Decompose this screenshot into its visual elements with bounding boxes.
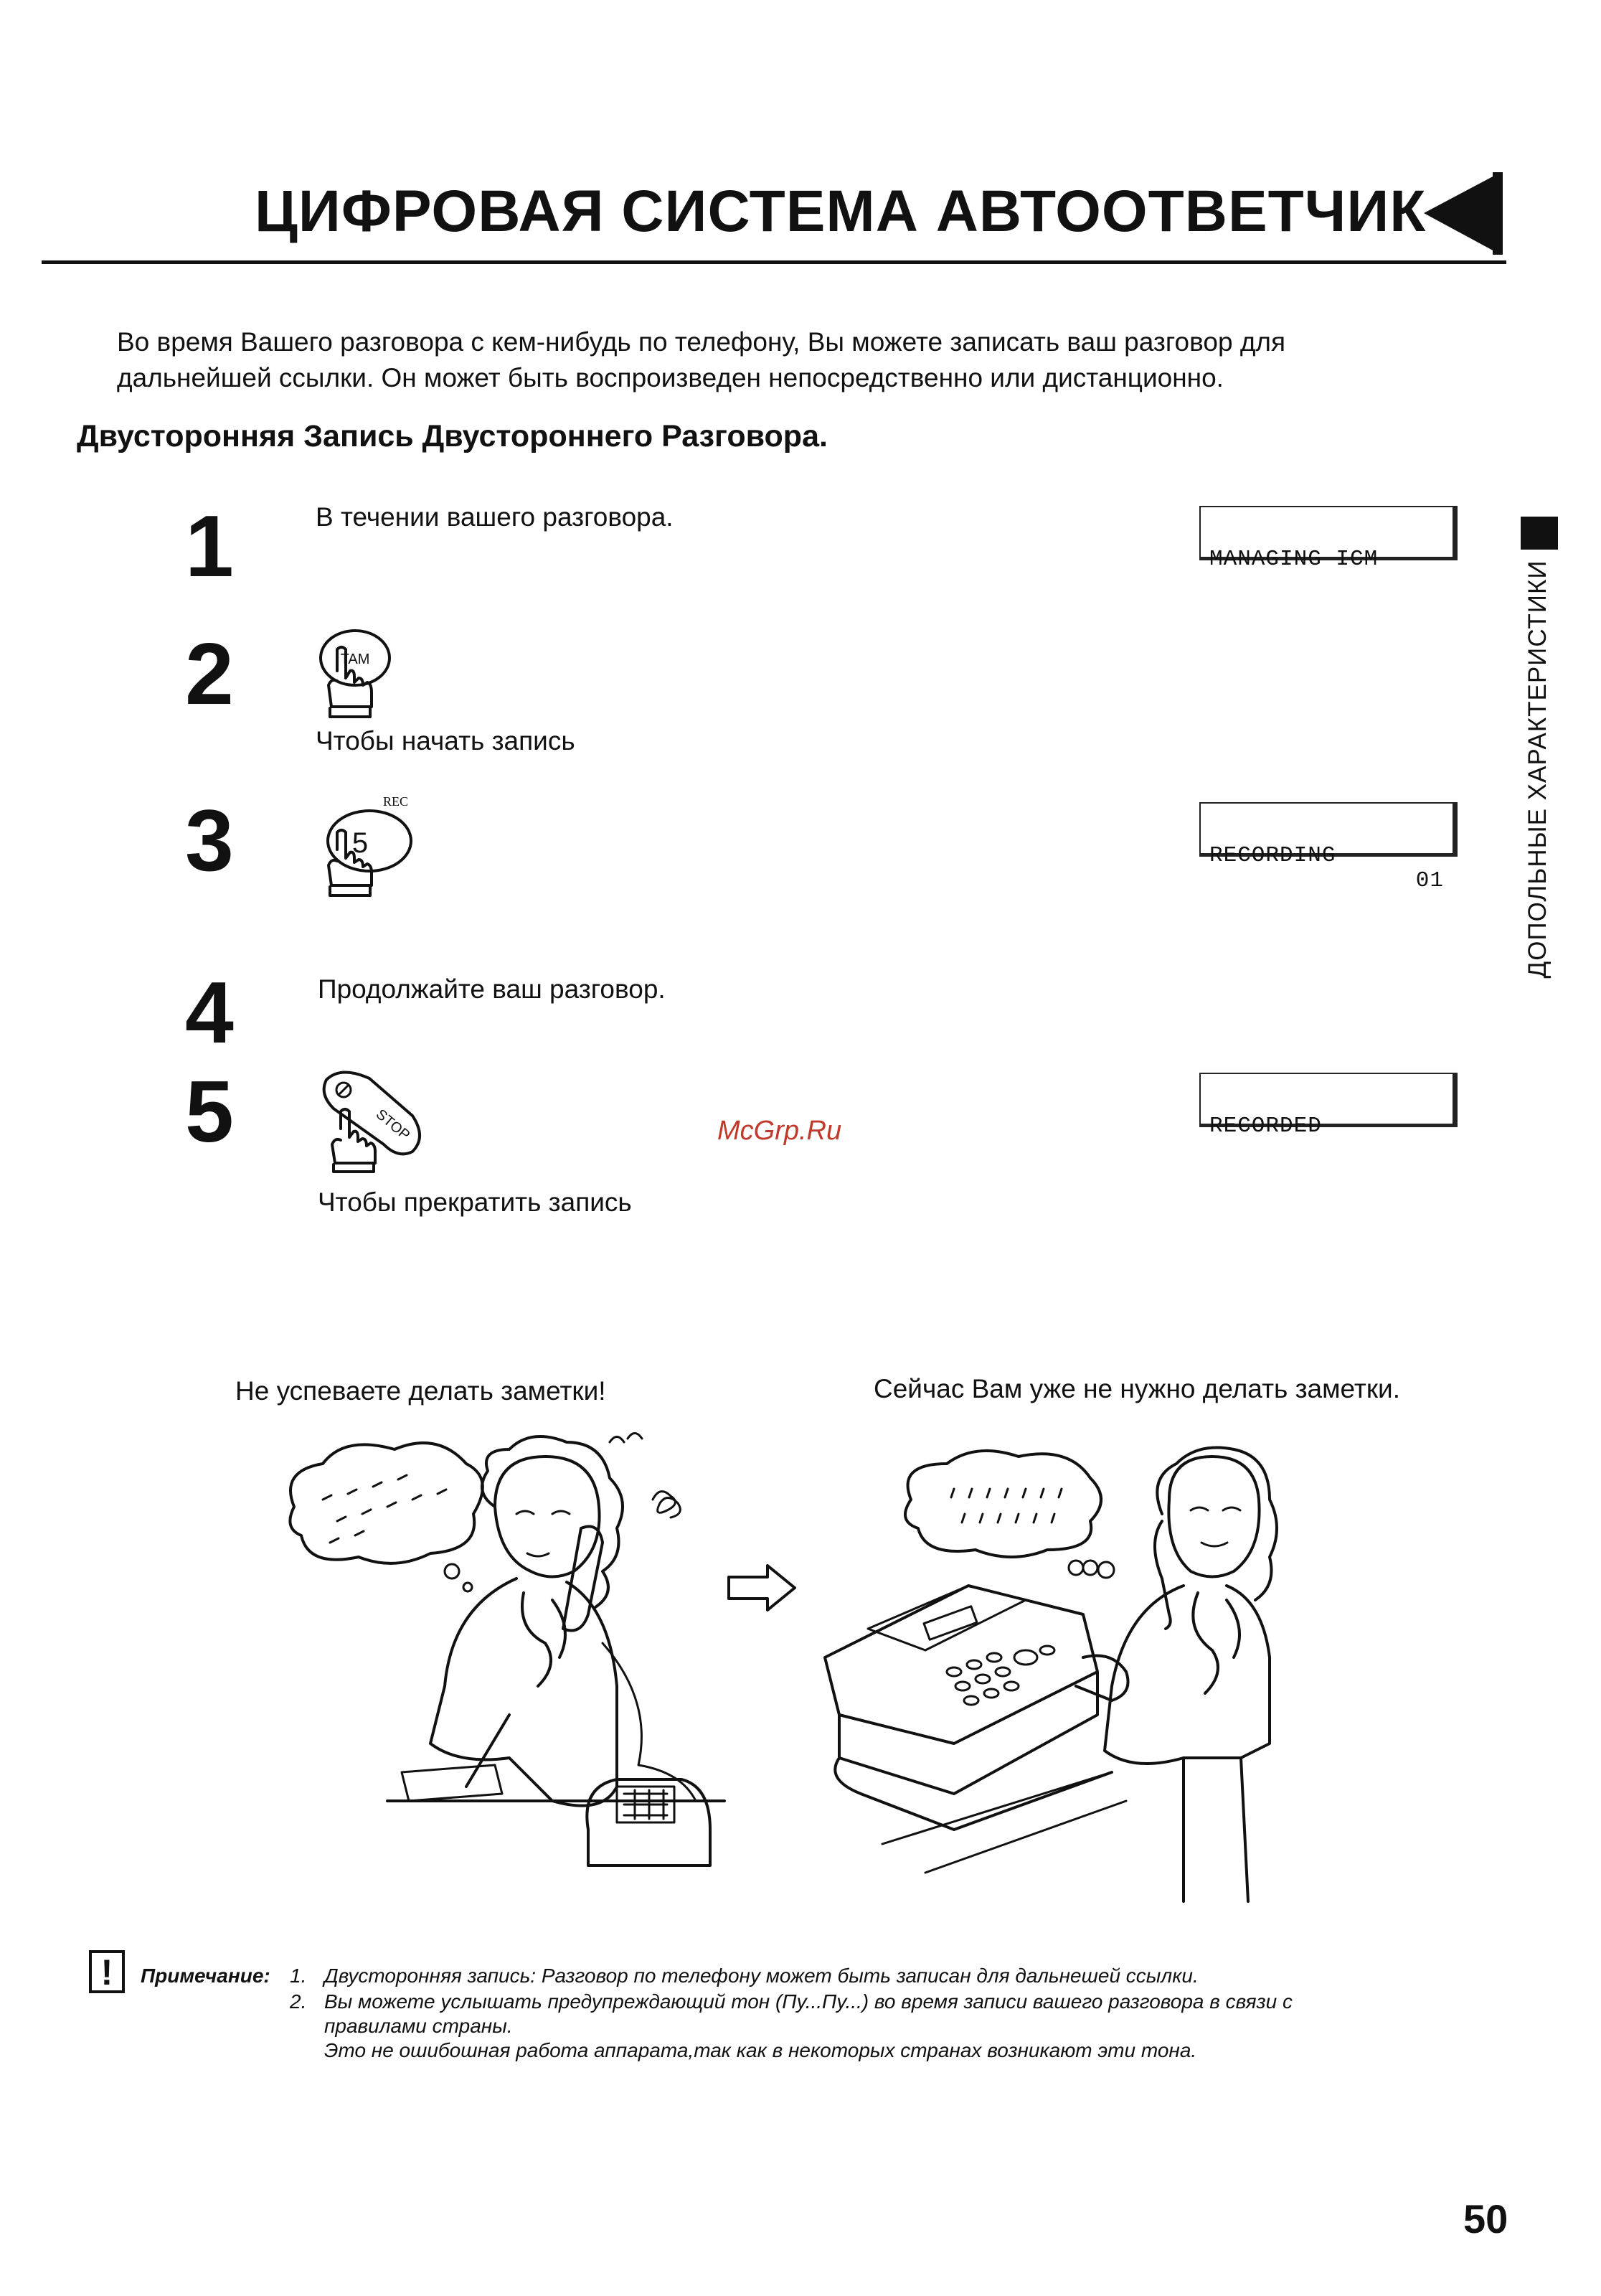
stop-key-press-icon (312, 1065, 434, 1173)
left-caption: Не успеваете делать заметки! (235, 1376, 606, 1406)
lcd-label: RECORDING (1209, 843, 1336, 868)
triangle-left-icon (1424, 172, 1510, 255)
step-number: 5 (185, 1063, 234, 1160)
step-text: В течении вашего разговора. (316, 502, 674, 532)
note-label: Примечание: (141, 1965, 270, 1987)
note-continuation: Это не ошибошная работа аппарата,так как в некоторых странах возникают эти тона. (324, 2039, 1197, 2061)
page-number: 50 (1463, 2196, 1508, 2241)
right-caption: Сейчас Вам уже не нужно делать заметки. (874, 1374, 1400, 1403)
step-text: Чтобы начать запись (316, 726, 575, 756)
intro-paragraph: Во время Вашего разговора с кем-нибудь по телефону, Вы можете записать ваш разговор для дальнейшей ссылки. Он может быть воспроизведен непосредственно или дистанционно. (117, 327, 1286, 392)
step-number: 3 (185, 791, 234, 889)
note-item-number: 2. (290, 1990, 307, 2013)
step-number: 1 (185, 497, 234, 595)
note-item-text: Вы можете услышать предупреждающий тон (Пу...Пу...) во время записи вашего разговора в связи с (324, 1990, 1293, 2013)
tam-key-press-icon (308, 628, 395, 721)
side-tab-marker (1521, 517, 1558, 550)
lcd-label: MANAGING ICM (1209, 547, 1379, 572)
key-label: 5 (351, 827, 369, 859)
woman-with-answering-machine-illustration (811, 1442, 1277, 1916)
page-title: ЦИФРОВАЯ СИСТЕМА АВТООТВЕТЧИК (255, 179, 1427, 244)
side-tab-label: ДОПОЛЬНЫЕ ХАРАКТЕРИСТИКИ (1524, 560, 1552, 979)
note-continuation: правилами страны. (324, 2015, 513, 2037)
lcd-value: 01 (1415, 868, 1444, 893)
step-number: 2 (185, 625, 234, 723)
step-number: 4 (185, 964, 234, 1061)
section-heading: Двусторонняя Запись Двустороннего Разговора. (77, 419, 828, 453)
note-item-text: Двусторонняя запись: Разговор по телефону может быть записан для дальнешей ссылки. (324, 1965, 1199, 1987)
note-item-number: 1. (290, 1965, 307, 1987)
numeric-key-press-icon (308, 805, 416, 898)
title-rule (42, 260, 1506, 264)
lcd-display-recording (1199, 802, 1458, 893)
lcd-display-managing (1199, 506, 1458, 572)
key-label: STOP (372, 1106, 413, 1144)
step-text: Продолжайте ваш разговор. (318, 974, 666, 1004)
right-arrow-icon (726, 1563, 798, 1613)
woman-taking-notes-illustration (280, 1428, 746, 1887)
step-text: Чтобы прекратить запись (318, 1187, 632, 1217)
watermark: McGrp.Ru (717, 1116, 842, 1146)
key-label: TAM (340, 651, 370, 667)
lcd-display-recorded (1199, 1073, 1458, 1139)
lcd-label: RECORDED (1209, 1114, 1322, 1139)
warning-icon: ! (89, 1950, 125, 1993)
rec-label: REC (383, 794, 409, 809)
